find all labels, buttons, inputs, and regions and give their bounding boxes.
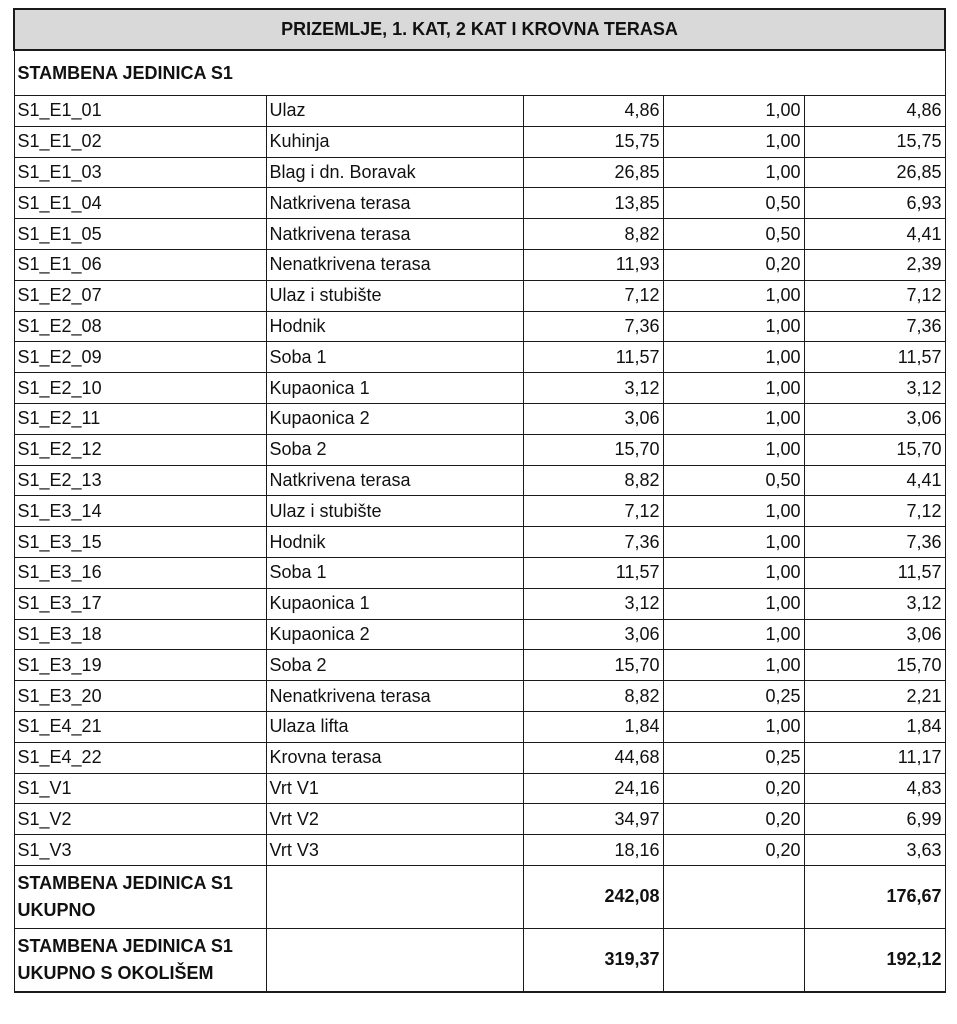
table-row [14,588,945,619]
room-code-cell: S1_E3_20 [14,681,266,712]
room-code-cell: S1_E3_17 [14,588,266,619]
total-label-line2: UKUPNO [17,899,96,920]
area-table-sheet [13,8,944,993]
table-row [14,157,945,188]
weighted-area-cell: 3,12 [804,373,945,404]
weighted-area-cell: 15,70 [804,650,945,681]
empty-cell [663,865,804,928]
table-row [14,650,945,681]
table-title-row [14,9,945,50]
coefficient-cell: 1,00 [663,557,804,588]
weighted-area-cell: 7,12 [804,280,945,311]
room-name-cell: Kupaonica 1 [266,373,523,404]
room-code-cell: S1_E3_19 [14,650,266,681]
room-code-cell: S1_E2_12 [14,434,266,465]
table-row [14,527,945,558]
coefficient-cell: 1,00 [663,496,804,527]
weighted-area-cell: 11,57 [804,557,945,588]
weighted-area-cell: 4,83 [804,773,945,804]
weighted-area-cell: 7,36 [804,311,945,342]
room-name-cell: Natkrivena terasa [266,188,523,219]
room-name-cell: Krovna terasa [266,742,523,773]
weighted-area-cell: 7,12 [804,496,945,527]
area-cell: 15,70 [523,650,663,681]
total-row [14,928,945,992]
section-header-row [14,50,945,96]
table-row [14,96,945,127]
coefficient-cell: 0,50 [663,188,804,219]
area-cell: 15,70 [523,434,663,465]
room-name-cell: Kupaonica 1 [266,588,523,619]
room-code-cell: S1_E3_14 [14,496,266,527]
table-row [14,219,945,250]
total-weighted-area-cell: 176,67 [804,865,945,928]
room-name-cell: Nenatkrivena terasa [266,681,523,712]
table-row [14,311,945,342]
room-code-cell: S1_E2_10 [14,373,266,404]
area-cell: 8,82 [523,681,663,712]
area-cell: 26,85 [523,157,663,188]
total-area-cell: 319,37 [523,928,663,992]
coefficient-cell: 1,00 [663,527,804,558]
weighted-area-cell: 4,86 [804,96,945,127]
total-label-cell [14,928,266,992]
total-label-line1: STAMBENA JEDINICA S1 [17,935,233,956]
room-name-cell: Soba 2 [266,650,523,681]
coefficient-cell: 0,20 [663,249,804,280]
table-row [14,804,945,835]
room-code-cell: S1_E2_09 [14,342,266,373]
weighted-area-cell: 6,99 [804,804,945,835]
coefficient-cell: 1,00 [663,711,804,742]
weighted-area-cell: 2,21 [804,681,945,712]
area-cell: 15,75 [523,126,663,157]
weighted-area-cell: 11,17 [804,742,945,773]
room-name-cell: Soba 1 [266,342,523,373]
room-name-cell: Vrt V3 [266,835,523,866]
area-cell: 1,84 [523,711,663,742]
coefficient-cell: 1,00 [663,588,804,619]
room-name-cell: Natkrivena terasa [266,465,523,496]
weighted-area-cell: 3,12 [804,588,945,619]
table-row [14,557,945,588]
empty-cell [266,865,523,928]
total-label-cell [14,865,266,928]
weighted-area-cell: 4,41 [804,219,945,250]
room-code-cell: S1_E1_06 [14,249,266,280]
weighted-area-cell: 6,93 [804,188,945,219]
room-name-cell: Soba 1 [266,557,523,588]
area-table [13,8,946,993]
area-cell: 44,68 [523,742,663,773]
room-name-cell: Hodnik [266,311,523,342]
room-code-cell: S1_E1_03 [14,157,266,188]
table-row [14,619,945,650]
area-cell: 3,06 [523,619,663,650]
room-code-cell: S1_E2_13 [14,465,266,496]
coefficient-cell: 1,00 [663,403,804,434]
total-area-cell: 242,08 [523,865,663,928]
table-row [14,342,945,373]
table-title: PRIZEMLJE, 1. KAT, 2 KAT I KROVNA TERASA [14,9,945,50]
weighted-area-cell: 2,39 [804,249,945,280]
room-name-cell: Kupaonica 2 [266,619,523,650]
coefficient-cell: 0,20 [663,804,804,835]
table-row [14,280,945,311]
room-name-cell: Vrt V1 [266,773,523,804]
table-row [14,742,945,773]
total-row [14,865,945,928]
room-name-cell: Vrt V2 [266,804,523,835]
coefficient-cell: 1,00 [663,342,804,373]
area-cell: 3,06 [523,403,663,434]
table-row [14,496,945,527]
coefficient-cell: 0,25 [663,681,804,712]
table-row [14,434,945,465]
area-cell: 7,36 [523,527,663,558]
table-row [14,373,945,404]
weighted-area-cell: 11,57 [804,342,945,373]
weighted-area-cell: 15,70 [804,434,945,465]
room-name-cell: Ulaz i stubište [266,496,523,527]
room-code-cell: S1_E4_22 [14,742,266,773]
table-row [14,403,945,434]
table-row [14,465,945,496]
area-cell: 7,12 [523,496,663,527]
total-label-line2: UKUPNO S OKOLIŠEM [17,962,214,983]
coefficient-cell: 1,00 [663,280,804,311]
weighted-area-cell: 26,85 [804,157,945,188]
table-row [14,188,945,219]
coefficient-cell: 1,00 [663,373,804,404]
room-code-cell: S1_V2 [14,804,266,835]
area-cell: 34,97 [523,804,663,835]
coefficient-cell: 0,50 [663,465,804,496]
room-code-cell: S1_E1_02 [14,126,266,157]
room-name-cell: Soba 2 [266,434,523,465]
room-name-cell: Natkrivena terasa [266,219,523,250]
weighted-area-cell: 4,41 [804,465,945,496]
room-code-cell: S1_E2_11 [14,403,266,434]
coefficient-cell: 1,00 [663,434,804,465]
coefficient-cell: 0,25 [663,742,804,773]
coefficient-cell: 1,00 [663,311,804,342]
room-name-cell: Ulaz [266,96,523,127]
total-weighted-area-cell: 192,12 [804,928,945,992]
room-code-cell: S1_E1_04 [14,188,266,219]
coefficient-cell: 1,00 [663,126,804,157]
weighted-area-cell: 15,75 [804,126,945,157]
weighted-area-cell: 3,06 [804,619,945,650]
coefficient-cell: 1,00 [663,157,804,188]
room-code-cell: S1_E1_05 [14,219,266,250]
area-cell: 13,85 [523,188,663,219]
room-code-cell: S1_V3 [14,835,266,866]
area-cell: 11,57 [523,557,663,588]
area-cell: 3,12 [523,373,663,404]
coefficient-cell: 1,00 [663,96,804,127]
table-row [14,835,945,866]
room-name-cell: Ulaza lifta [266,711,523,742]
table-row [14,773,945,804]
coefficient-cell: 1,00 [663,650,804,681]
coefficient-cell: 0,20 [663,835,804,866]
room-code-cell: S1_E2_07 [14,280,266,311]
area-cell: 3,12 [523,588,663,619]
area-cell: 11,57 [523,342,663,373]
weighted-area-cell: 1,84 [804,711,945,742]
area-cell: 8,82 [523,219,663,250]
room-code-cell: S1_E3_18 [14,619,266,650]
weighted-area-cell: 3,63 [804,835,945,866]
room-code-cell: S1_E3_15 [14,527,266,558]
area-cell: 8,82 [523,465,663,496]
room-code-cell: S1_E3_16 [14,557,266,588]
area-cell: 11,93 [523,249,663,280]
area-cell: 7,12 [523,280,663,311]
weighted-area-cell: 3,06 [804,403,945,434]
area-cell: 18,16 [523,835,663,866]
room-name-cell: Kupaonica 2 [266,403,523,434]
room-name-cell: Blag i dn. Boravak [266,157,523,188]
room-code-cell: S1_E1_01 [14,96,266,127]
area-cell: 7,36 [523,311,663,342]
weighted-area-cell: 7,36 [804,527,945,558]
area-cell: 4,86 [523,96,663,127]
total-label-line1: STAMBENA JEDINICA S1 [17,872,233,893]
coefficient-cell: 0,50 [663,219,804,250]
section-title: STAMBENA JEDINICA S1 [14,50,945,96]
room-name-cell: Ulaz i stubište [266,280,523,311]
room-name-cell: Nenatkrivena terasa [266,249,523,280]
empty-cell [663,928,804,992]
table-row [14,249,945,280]
empty-cell [266,928,523,992]
room-code-cell: S1_E4_21 [14,711,266,742]
coefficient-cell: 1,00 [663,619,804,650]
room-code-cell: S1_V1 [14,773,266,804]
room-name-cell: Kuhinja [266,126,523,157]
room-code-cell: S1_E2_08 [14,311,266,342]
table-row [14,126,945,157]
table-row [14,681,945,712]
coefficient-cell: 0,20 [663,773,804,804]
room-name-cell: Hodnik [266,527,523,558]
area-cell: 24,16 [523,773,663,804]
table-row [14,711,945,742]
